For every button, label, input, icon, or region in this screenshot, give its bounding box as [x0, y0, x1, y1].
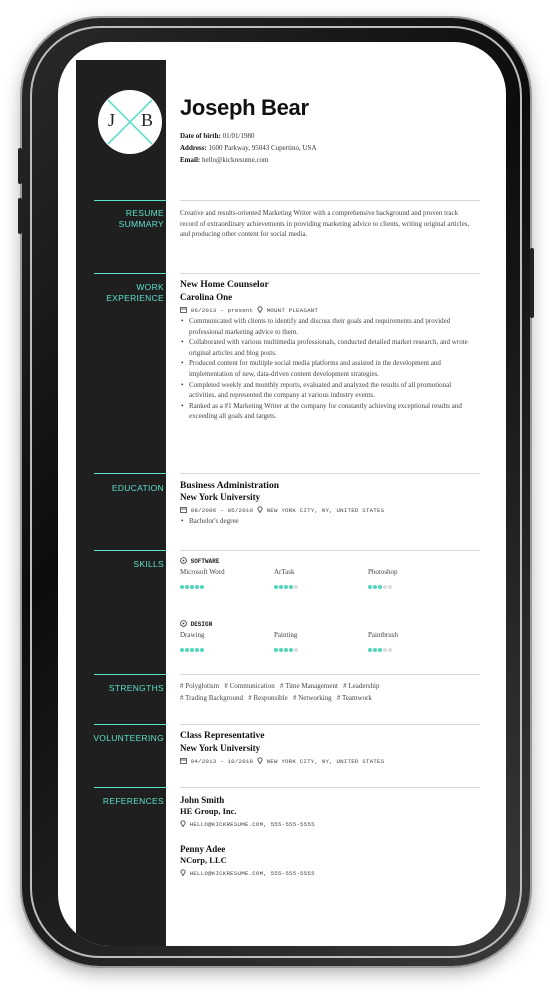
- section-label-strengths: STRENGTHS: [108, 683, 164, 693]
- reference-org: HE Group, Inc.: [180, 806, 237, 816]
- monogram-initial-left: J: [108, 110, 116, 130]
- email-label: Email:: [180, 156, 201, 164]
- section-divider: [180, 787, 480, 788]
- skill-group-software: [180, 557, 219, 566]
- rating-dot: [284, 648, 288, 652]
- dob-value: 01/01/1980: [222, 132, 255, 140]
- section-label-volunteering: VOLUNTEERING: [93, 733, 164, 743]
- skill-name: ArTask: [274, 568, 295, 576]
- education-title: Business Administration: [180, 481, 279, 491]
- rating-dot: [195, 648, 199, 652]
- address-line: [180, 144, 317, 152]
- work-title: New Home Counselor: [180, 280, 269, 290]
- skill-name: Microsoft Word: [180, 568, 225, 576]
- calendar-icon: [180, 757, 187, 766]
- volume-button: [18, 198, 22, 234]
- rating-dot: [195, 585, 199, 589]
- rating-dot: [289, 648, 293, 652]
- reference-contact-text: HELLO@KICKRESUME.COM, 555-555-5555: [189, 870, 315, 877]
- location-pin-icon: [180, 869, 186, 878]
- volunteering-dates: 04/2013 – 10/2018: [190, 758, 254, 765]
- location-pin-icon: [180, 820, 186, 829]
- rating-dot: [373, 648, 377, 652]
- strengths-line: # Polyglotism # Communication # Time Management # Leadership: [180, 682, 380, 690]
- rating-dot: [378, 648, 382, 652]
- reference-org: NCorp, LLC: [180, 855, 227, 865]
- skill-group-label: DESIGN: [190, 621, 213, 628]
- rating-dot: [368, 648, 372, 652]
- volunteering-location: NEW YORK CITY, NY, UNITED STATES: [266, 758, 385, 765]
- work-org: Carolina One: [180, 292, 233, 302]
- address-value: 1600 Parkway, 95043 Cupertino, USA: [208, 144, 317, 152]
- list-item: • Bachelor's degree: [180, 516, 470, 527]
- rating-dot: [383, 585, 387, 589]
- skill-rating: [274, 585, 298, 589]
- rating-dot: [279, 648, 283, 652]
- skill-rating: [274, 648, 298, 652]
- section-label-references: REFERENCES: [102, 796, 164, 806]
- volunteering-meta: [180, 757, 384, 766]
- resume-name: Joseph Bear: [180, 95, 309, 120]
- location-pin-icon: [257, 757, 263, 766]
- section-divider: [94, 200, 166, 201]
- strengths-line: # Trading Background # Responsible # Networking # Teamwork: [180, 694, 372, 702]
- rating-dot: [383, 648, 387, 652]
- rating-dot: [289, 585, 293, 589]
- rating-dot: [274, 585, 278, 589]
- strengths-tags: [180, 680, 475, 704]
- rating-dot: [368, 585, 372, 589]
- section-divider: [94, 724, 166, 725]
- skill-group-label: SOFTWARE: [190, 558, 220, 565]
- list-item: • Produced content for multiple social media platforms and assisted in the development and implementation of new, data-driven content development strategies.: [180, 358, 470, 379]
- rating-dot: [373, 585, 377, 589]
- email-value: hello@kickresume.com: [201, 156, 269, 164]
- rating-dot: [284, 585, 288, 589]
- summary-text: Creative and results-oriented Marketing Writer with a comprehensive background and proven track record of extraordinary achievements in providing marketing advice to clients, writing original articles, and producing other content for social media.: [180, 209, 470, 239]
- education-meta: [180, 506, 384, 515]
- skill-name: Painting: [274, 631, 298, 639]
- education-dates: 08/2006 – 05/2010: [190, 507, 254, 514]
- calendar-icon: [180, 506, 187, 515]
- section-divider: [94, 273, 166, 274]
- rating-dot: [185, 585, 189, 589]
- section-label-line: SUMMARY: [118, 219, 164, 229]
- reference-contact-text: HELLO@KICKRESUME.COM, 555-555-5555: [189, 821, 315, 828]
- monogram-initial-right: B: [141, 110, 154, 130]
- skill-rating: [368, 648, 392, 652]
- rating-dot: [190, 585, 194, 589]
- section-divider: [180, 473, 480, 474]
- rating-dot: [185, 648, 189, 652]
- list-item: • Completed weekly and monthly reports, evaluated and analyzed the results of all promotional activities, and represented the company at various industry events.: [180, 380, 470, 401]
- work-meta: [180, 306, 318, 315]
- section-divider: [180, 273, 480, 274]
- section-label-line: EXPERIENCE: [106, 293, 164, 303]
- monogram-logo: [98, 90, 162, 154]
- section-divider: [94, 787, 166, 788]
- resume-content: [180, 60, 480, 946]
- list-item: • Ranked as a #1 Marketing Writer at the company for constantly achieving exceptional results and exceeding all goals and targets.: [180, 401, 470, 422]
- rating-dot: [378, 585, 382, 589]
- education-bullets: [180, 516, 470, 527]
- section-divider: [180, 200, 480, 201]
- design-icon: [180, 620, 187, 629]
- section-label-line: WORK: [136, 282, 164, 292]
- education-org: New York University: [180, 492, 261, 502]
- skill-rating: [180, 585, 204, 589]
- software-icon: [180, 557, 187, 566]
- section-divider: [94, 674, 166, 675]
- volunteering-title: Class Representative: [180, 731, 265, 741]
- list-item: • Collaborated with various multimedia professionals, conducted detailed market research, and wrote original articles and blog posts.: [180, 337, 470, 358]
- section-divider: [180, 724, 480, 725]
- rating-dot: [279, 585, 283, 589]
- rating-dot: [294, 648, 298, 652]
- rating-dot: [190, 648, 194, 652]
- work-bullets: [180, 316, 470, 422]
- calendar-icon: [180, 306, 187, 315]
- skill-name: Paintbrush: [368, 631, 398, 639]
- section-divider: [180, 550, 480, 551]
- volume-button: [18, 148, 22, 184]
- section-label-work-experience: [76, 282, 164, 304]
- reference-name: John Smith: [180, 795, 225, 805]
- skill-name: Photoshop: [368, 568, 398, 576]
- section-divider: [94, 550, 166, 551]
- skill-rating: [180, 648, 204, 652]
- rating-dot: [200, 585, 204, 589]
- section-label-line: RESUME: [125, 208, 164, 218]
- section-label-skills: SKILLS: [133, 559, 164, 569]
- rating-dot: [294, 585, 298, 589]
- rating-dot: [274, 648, 278, 652]
- dob-label: Date of birth:: [180, 132, 221, 140]
- education-location: NEW YORK CITY, NY, UNITED STATES: [266, 507, 385, 514]
- list-item: • Communicated with clients to identify and discuss their goals and requirements and provided professional marketing advice to them.: [180, 316, 470, 337]
- work-dates: 06/2013 – present: [190, 307, 254, 314]
- work-location: MOUNT PLEASANT: [266, 307, 319, 314]
- rating-dot: [200, 648, 204, 652]
- section-label-education: EDUCATION: [111, 483, 164, 493]
- skill-rating: [368, 585, 392, 589]
- rating-dot: [180, 648, 184, 652]
- power-button: [530, 248, 534, 318]
- resume-sidebar: [76, 60, 166, 946]
- rating-dot: [388, 585, 392, 589]
- reference-name: Penny Adee: [180, 844, 226, 854]
- section-label-resume-summary: [76, 208, 164, 230]
- location-pin-icon: [257, 306, 263, 315]
- reference-contact: [180, 820, 315, 829]
- section-divider: [94, 473, 166, 474]
- address-label: Address:: [180, 144, 207, 152]
- skill-name: Drawing: [180, 631, 205, 639]
- dob-line: [180, 132, 254, 140]
- volunteering-org: New York University: [180, 743, 261, 753]
- reference-contact: [180, 869, 315, 878]
- rating-dot: [180, 585, 184, 589]
- skill-group-design: [180, 620, 212, 629]
- rating-dot: [388, 648, 392, 652]
- phone-screen: [58, 42, 506, 946]
- section-divider: [180, 674, 480, 675]
- location-pin-icon: [257, 506, 263, 515]
- email-line: [180, 156, 269, 164]
